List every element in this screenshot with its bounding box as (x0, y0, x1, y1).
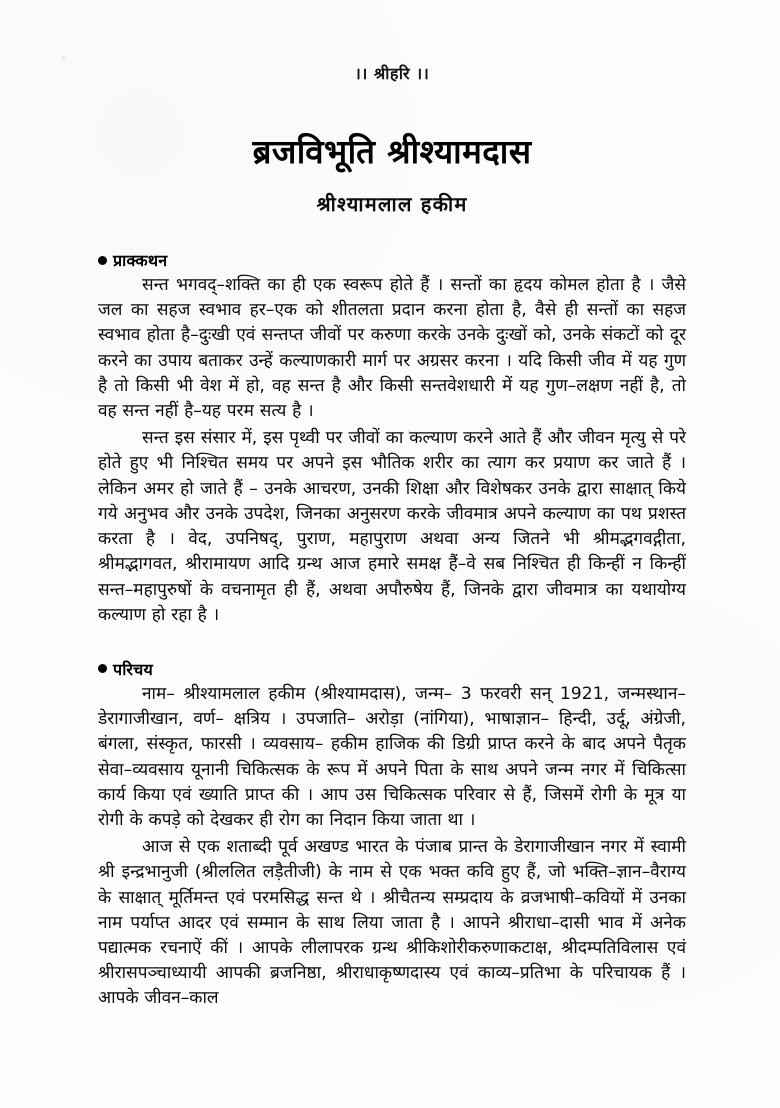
section-heading-label: प्राक्कथन (113, 251, 168, 271)
author-subtitle: श्रीश्यामलाल हकीम (316, 192, 468, 217)
filled-circle-bullet-icon (98, 256, 107, 265)
page-content (98, 0, 686, 1012)
section-heading-parichay (98, 658, 686, 680)
filled-circle-bullet-icon (98, 664, 107, 673)
section-heading-prakkathan (98, 249, 686, 271)
section-parichay (98, 658, 686, 1012)
paragraph: सन्त भगवद्–शक्ति का ही एक स्वरूप होते हैं । सन्तों का हृदय कोमल होता है । जैसे जल का सहज स्वभाव हर–एक को शीतलता प्रदान करना होता है, वैसे ही सन्तों का सहज स्वभाव होता है–दुःखी एवं सन्तप्त जीवों पर करुणा करके उनके दुःखों को, उनके संकटों को दूर करने का उपाय बताकर उन्हें कल्याणकारी मार्ग पर अग्रसर करना । यदि किसी जीव में यह गुण है तो किसी भी वेश में हो, वह सन्त है और किसी सन्तवेशधारी में यह गुण–लक्षण नहीं है, तो वह सन्त नहीं है–यह परम सत्य है । (98, 275, 686, 422)
scan-speck (62, 56, 65, 61)
section-heading-label: परिचय (113, 659, 154, 679)
page-title: ब्रजविभूति श्रीश्यामदास (252, 132, 532, 171)
paragraph: नाम– श्रीश्यामलाल हकीम (श्रीश्यामदास), जन्म– 3 फरवरी सन् 1921, जन्मस्थान– डेरागाजीखान, वर्ण– क्षत्रिय । उपजाति– अरोड़ा (नांगिया), भाषाज्ञान– हिन्दी, उर्दू, अंग्रेजी, बंगला, संस्कृत, फारसी । व्यवसाय– हकीम हाजिक की डिग्री प्राप्त करने के बाद अपने पैतृक सेवा–व्यवसाय यूनानी चिकित्सक के रूप में अपने पिता के साथ अपने जन्म नगर में चिकित्सा कार्य किया एवं ख्याति प्राप्त की । आप उस चिकित्सक परिवार से हैं, जिसमें रोगी के मूत्र या रोगी के कपड़े को देखकर ही रोग का निदान किया जाता था । (98, 683, 686, 830)
paragraph: सन्त इस संसार में, इस पृथ्वी पर जीवों का कल्याण करने आते हैं और जीवन मृत्यु से परे होते हुए भी निश्चित समय पर अपने इस भौतिक शरीर का त्याग कर प्रयाण कर जाते हैं । लेकिन अमर हो जाते हैं – उनके आचरण, उनकी शिक्षा और विशेषकर उनके द्वारा साक्षात् किये गये अनुभव और उनके उपदेश, जिनका अनुसरण करके जीवमात्र अपने कल्याण का पथ प्रशस्त करता है । वेद, उपनिषद्, पुराण, महापुराण अथवा अन्य जितने भी श्रीमद्भगवद्गीता, श्रीमद्भागवत, श्रीरामायण आदि ग्रन्थ आज हमारे समक्ष हैं–वे सब निश्चित ही किन्हीं न किन्हीं सन्त–महापुरुषों के वचनामृत ही हैं, अथवा अपौरुषेय हैं, जिनके द्वारा जीवमात्र का यथायोग्य कल्याण हो रहा है । (98, 428, 686, 625)
invocation-header: ।। श्रीहरि ।। (354, 64, 430, 83)
section-prakkathan (98, 249, 686, 628)
paragraph: आज से एक शताब्दी पूर्व अखण्ड भारत के पंजाब प्रान्त के डेरागाजीखान नगर में स्वामी श्री इन्द्रभानुजी (श्रीललित लड़ैतीजी) के नाम से एक भक्त कवि हुए हैं, जो भक्ति–ज्ञान–वैराग्य के साक्षात् मूर्तिमन्त एवं परमसिद्ध सन्त थे । श्रीचैतन्य सम्प्रदाय के व्रजभाषी–कवियों में उनका नाम पर्याप्त आदर एवं सम्मान के साथ लिया जाता है । आपने श्रीराधा–दासी भाव में अनेक पद्यात्मक रचनाऐं कीं । आपके लीलापरक ग्रन्थ श्रीकिशोरीकरुणाकटाक्ष, श्रीदम्पतिविलास एवं श्रीरासपञ्चाध्यायी आपकी ब्रजनिष्ठा, श्रीराधाकृष्णदास्य एवं काव्य–प्रतिभा के परिचायक हैं । आपके जीवन–काल (98, 837, 686, 1009)
